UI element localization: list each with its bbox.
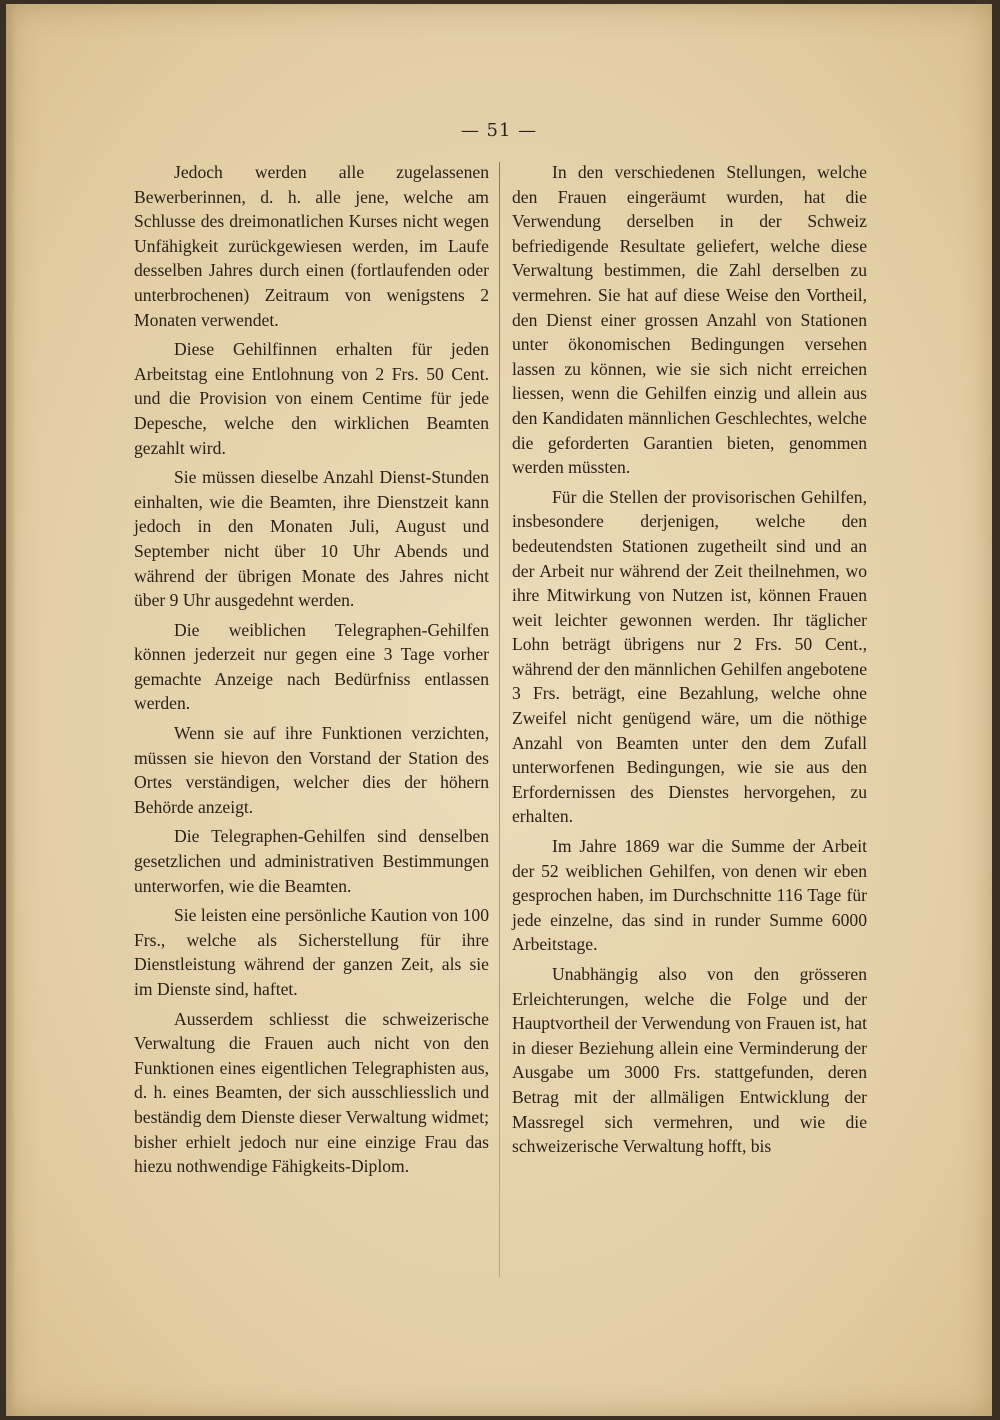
paragraph: Ausserdem schliesst die schweizerische Verwaltung die Frauen auch nicht von den Funktionen eines eigentlichen Telegraphisten aus, d. h. eines Beamten, der sich ausschliesslich und beständig dem Dienste dieser Verwaltung widmet; bisher erhielt jedoch nur eine einzige Frau das hiezu nothwendige Fähigkeits-Diplom.	[134, 1008, 489, 1177]
paragraph: Sie leisten eine persönliche Kaution von 100 Frs., welche als Sicherstellung für ihre Dienstleistung während der ganzen Zeit, als sie im Dienste sind, haftet.	[134, 905, 489, 999]
column-divider	[499, 162, 500, 1277]
paragraph: Die Telegraphen-Gehilfen sind denselben gesetzlichen und administrativen Bestimmungen unterworfen, wie die Beamten.	[134, 826, 489, 896]
page-edge-shadow	[6, 4, 16, 1416]
paragraph: Die weiblichen Telegraphen-Gehilfen können jederzeit nur gegen eine 3 Tage vorher gemachte Anzeige nach Bedürfniss entlassen werden.	[134, 619, 489, 714]
paragraph: Diese Gehilfinnen erhalten für jeden Arbeitstag eine Entlohnung von 2 Frs. 50 Cent. und die Provision von einem Centime für jede Depesche, welche den wirklichen Beamten gezahlt wird.	[134, 339, 489, 458]
paragraph: Sie müssen dieselbe Anzahl Dienst-Stunden einhalten, wie die Beamten, ihre Dienstzeit kann jedoch in den Monaten Juli, August und September nicht über 10 Uhr Abends und während der übrigen Monate des Jahres nicht über 9 Uhr ausgedehnt werden.	[134, 467, 489, 611]
paragraph: Jedoch werden alle zugelassenen Bewerberinnen, d. h. alle jene, welche am Schlusse des dreimonatlichen Kurses nicht wegen Unfähigkeit zurückgewiesen werden, im Laufe desselben Jahres durch einen (fortlaufenden oder unterbrochenen) Zeitraum von wenigstens 2 Monaten verwendet.	[134, 162, 489, 330]
paragraph: Wenn sie auf ihre Funktionen verzichten, müssen sie hievon den Vorstand der Station des Ortes verständigen, welcher dies der höhern Behörde anzeigt.	[134, 723, 489, 817]
paragraph: Unabhängig also von den grösseren Erleichterungen, welche die Folge und der Hauptvortheil der Verwendung von Frauen ist, hat in dieser Beziehung allein eine Verminderung der Ausgabe um 3000 Frs. stattgefunden, deren Betrag mit der allmäligen Entwicklung der Massregel sich vermehren, und wie die schweizerische Verwaltung hofft, bis	[512, 964, 867, 1157]
right-text-column	[512, 160, 867, 1164]
page-number: — 51 —	[460, 120, 538, 141]
paragraph: Für die Stellen der provisorischen Gehilfen, insbesondere derjenigen, welche den bedeutendsten Stationen zugetheilt sind und an der Arbeit nur während der Zeit theilnehmen, wo ihre Mitwirkung von Nutzen ist, können Frauen weit leichter gewonnen werden. Ihr täglicher Lohn beträgt übrigens nur 2 Frs. 50 Cent., während der den männlichen Gehilfen angebotene 3 Frs. beträgt, eine Bezahlung, welche ohne Zweifel nicht genügend wäre, um die nöthige Anzahl von Beamten unter den dem Zufall unterworfenen Bedingungen, wie sie aus den Erfordernissen des Dienstes hervorgehen, zu erhalten.	[512, 486, 867, 827]
book-page	[6, 4, 992, 1416]
left-text-column	[134, 160, 489, 1184]
paragraph: In den verschiedenen Stellungen, welche den Frauen eingeräumt wurden, hat die Verwendung derselben in der Schweiz befriedigende Resultate geliefert, welche diese Verwaltung bestimmen, die Zahl derselben zu vermehren. Sie hat auf diese Weise den Vortheil, den Dienst einer grossen Anzahl von Stationen unter ökonomischen Bedingungen versehen lassen zu können, wie sie sich nicht erreichen liessen, wenn die Gehilfen einzig und allein aus den Kandidaten männlichen Geschlechtes, welche die geforderten Garantien bieten, genommen werden müssten.	[512, 162, 867, 478]
paragraph: Im Jahre 1869 war die Summe der Arbeit der 52 weiblichen Gehilfen, von denen wir eben gesprochen haben, im Durchschnitte 116 Tage für jede einzelne, das sind in runder Summe 6000 Arbeitstage.	[512, 836, 867, 955]
